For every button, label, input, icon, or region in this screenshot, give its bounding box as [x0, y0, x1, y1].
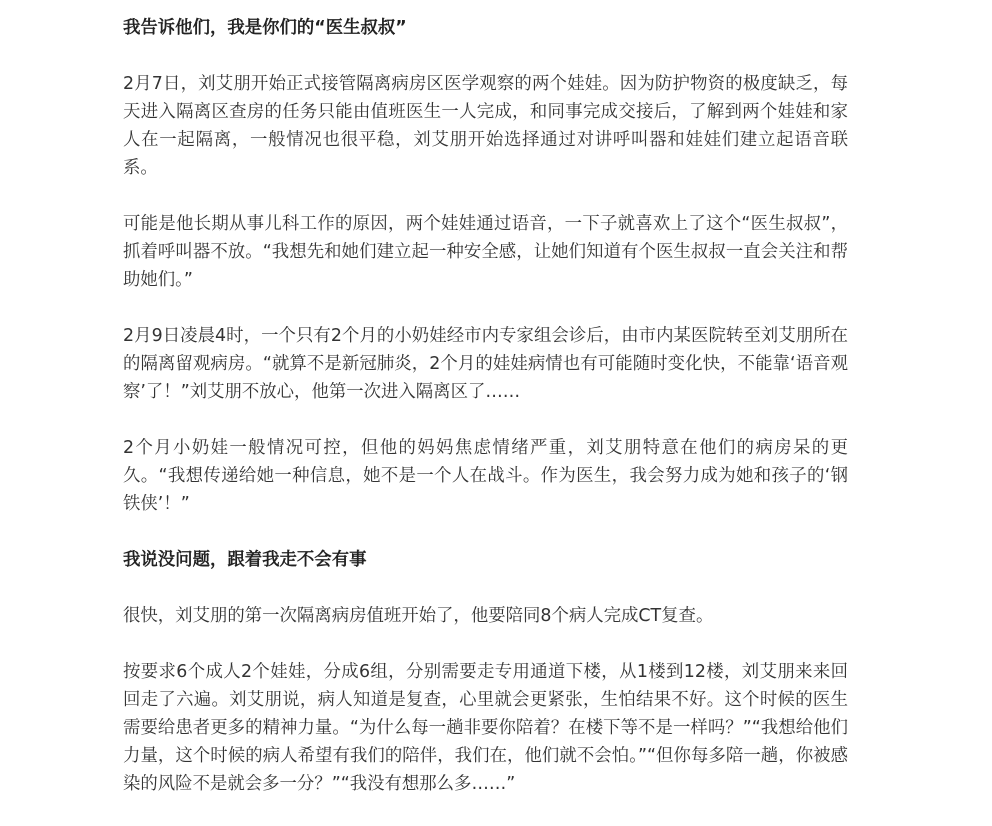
- section-heading-follow-me: 我说没问题，跟着我走不会有事: [123, 550, 367, 570]
- paragraph-ct-review: 很快，刘艾朋的第一次隔离病房值班开始了，他要陪同8个病人完成CT复查。: [123, 606, 714, 626]
- paragraph-feb9: 2月9日凌晨4时，一个只有2个月的小奶娃经市内专家组会诊后，由市内某医院转至刘艾朋所在的隔离留观病房。“就算不是新冠肺炎，2个月的娃娃病情也有可能随时变化快，不能靠‘语音观察’了！”刘艾朋不放心，他第一次进入隔离区了……: [123, 326, 848, 402]
- section-heading-doctor-uncle: 我告诉他们，我是你们的“医生叔叔”: [123, 18, 407, 38]
- paragraph-six-trips: 按要求6个成人2个娃娃，分成6组，分别需要走专用通道下楼，从1楼到12楼，刘艾朋来来回回走了六遍。刘艾朋说，病人知道是复查，心里就会更紧张，生怕结果不好。这个时候的医生需要给患者更多的精神力量。“为什么每一趟非要你陪着？在楼下等不是一样吗？”“我想给他们力量，这个时候的病人希望有我们的陪伴，我们在，他们就不会怕。”“但你每多陪一趟，你被感染的风险不是就会多一分？”“我没有想那么多……”: [123, 662, 848, 794]
- article-body: [123, 14, 848, 826]
- paragraph-iron-man: 2个月小奶娃一般情况可控，但他的妈妈焦虑情绪严重，刘艾朋特意在他们的病房呆的更久。“我想传递给她一种信息，她不是一个人在战斗。作为医生，我会努力成为她和孩子的‘钢铁侠’！”: [123, 438, 848, 514]
- paragraph-feb7: 2月7日，刘艾朋开始正式接管隔离病房区医学观察的两个娃娃。因为防护物资的极度缺乏，每天进入隔离区查房的任务只能由值班医生一人完成，和同事完成交接后，了解到两个娃娃和家人在一起隔离，一般情况也很平稳，刘艾朋开始选择通过对讲呼叫器和娃娃们建立起语音联系。: [123, 74, 848, 178]
- paragraph-voice-contact: 可能是他长期从事儿科工作的原因，两个娃娃通过语音，一下子就喜欢上了这个“医生叔叔”，抓着呼叫器不放。“我想先和她们建立起一种安全感，让她们知道有个医生叔叔一直会关注和帮助她们。”: [123, 214, 848, 290]
